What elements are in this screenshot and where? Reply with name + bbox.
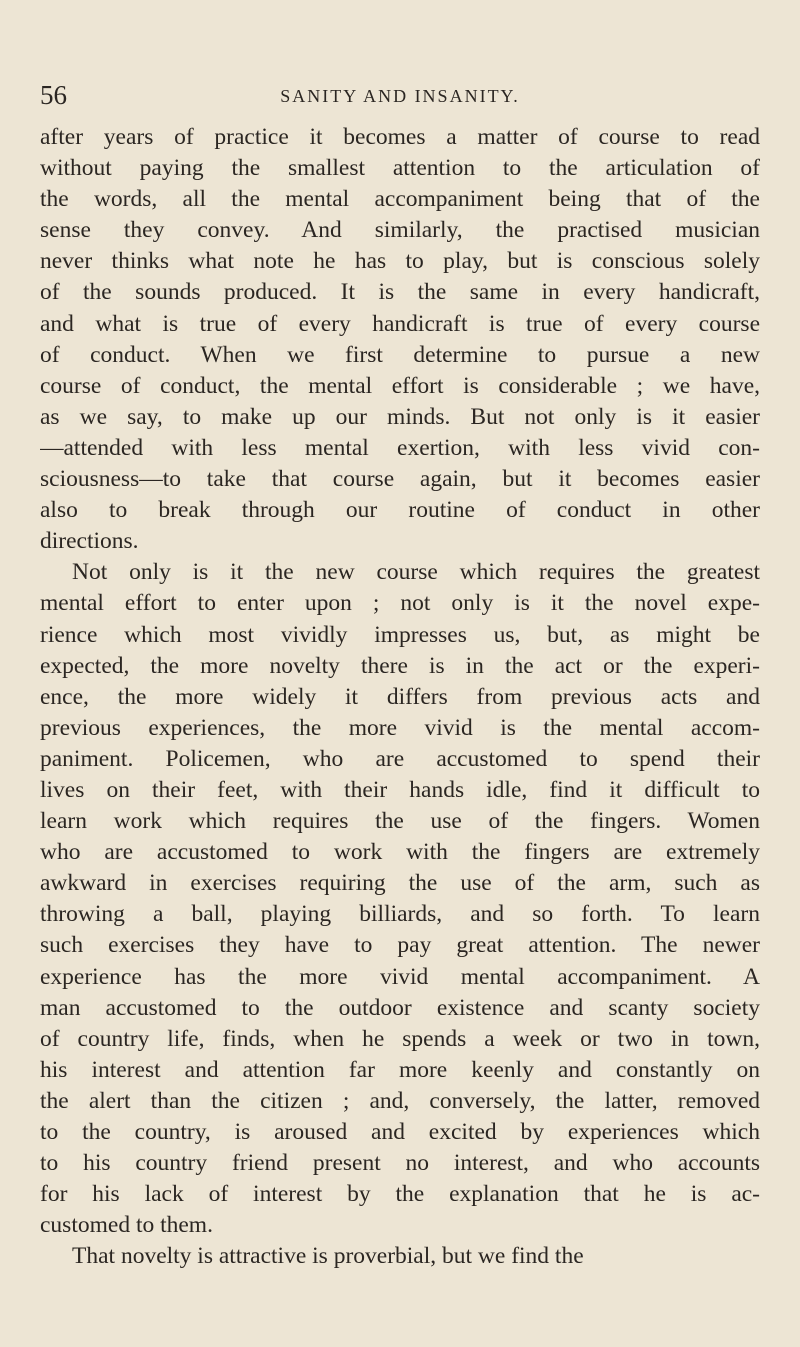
text-line: to his country friend present no interest, and who accounts [40, 1150, 760, 1177]
text-line: That novelty is attractive is proverbial, but we find the [72, 1243, 584, 1270]
page-number: 56 [40, 80, 67, 110]
paragraph [40, 122, 760, 557]
text-line: the alert than the citizen ; and, conversely, the latter, removed [40, 1087, 760, 1114]
text-line: of conduct. When we first determine to pursue a new [40, 341, 760, 368]
text-line: his interest and attention far more keenly and constantly on [40, 1056, 760, 1083]
text-line: —attended with less mental exertion, with less vivid con- [40, 434, 760, 461]
text-line: of country life, finds, when he spends a week or two in town, [40, 1025, 760, 1052]
text-line: directions. [40, 528, 139, 555]
text-line: customed to them. [40, 1212, 213, 1239]
text-line: lives on their feet, with their hands idle, find it difficult to [40, 776, 760, 803]
text-line: for his lack of interest by the explanation that he is ac- [40, 1181, 760, 1208]
text-line: to the country, is aroused and excited by experiences which [40, 1119, 760, 1145]
text-line: such exercises they have to pay great attention. The newer [40, 932, 760, 959]
paragraph [40, 557, 760, 1241]
text-line: experience has the more vivid mental accompaniment. A [40, 963, 760, 990]
text-line: and what is true of every handicraft is true of every course [40, 310, 760, 337]
running-head [40, 78, 760, 112]
text-line: throwing a ball, playing billiards, and so forth. To learn [40, 901, 760, 928]
text-line: mental effort to enter upon ; not only is it the novel expe- [40, 590, 760, 617]
running-title: SANITY AND INSANITY. [280, 86, 520, 106]
text-line: rience which most vividly impresses us, but, as might be [40, 621, 760, 648]
text-line: sense they convey. And similarly, the practised musician [40, 217, 760, 244]
text-line: expected, the more novelty there is in the act or the experi- [40, 652, 760, 679]
paragraph [40, 1241, 760, 1272]
text-line: without paying the smallest attention to the articulation of [40, 155, 760, 182]
text-line: paniment. Policemen, who are accustomed to spend their [40, 745, 760, 772]
text-line: Not only is it the new course which requires the greatest [72, 559, 760, 586]
text-line: as we say, to make up our minds. But not only is it easier [40, 403, 760, 430]
text-line: ence, the more widely it differs from previous acts and [40, 683, 760, 710]
text-line: after years of practice it becomes a matter of course to read [40, 124, 760, 150]
text-line: awkward in exercises requiring the use of the arm, such as [40, 870, 760, 897]
text-line: previous experiences, the more vivid is the mental accom- [40, 714, 760, 741]
body-text [40, 122, 760, 1272]
text-line: who are accustomed to work with the fingers are extremely [40, 839, 760, 866]
text-line: the words, all the mental accompaniment being that of the [40, 186, 760, 213]
text-line: sciousness—to take that course again, but it becomes easier [40, 466, 760, 493]
text-line: man accustomed to the outdoor existence and scanty society [40, 994, 760, 1021]
text-line: learn work which requires the use of the fingers. Women [40, 808, 760, 835]
text-line: course of conduct, the mental effort is considerable ; we have, [40, 372, 760, 399]
text-line: of the sounds produced. It is the same in every handicraft, [40, 279, 760, 306]
text-line: never thinks what note he has to play, but is conscious solely [40, 248, 760, 275]
text-line: also to break through our routine of conduct in other [40, 497, 760, 524]
